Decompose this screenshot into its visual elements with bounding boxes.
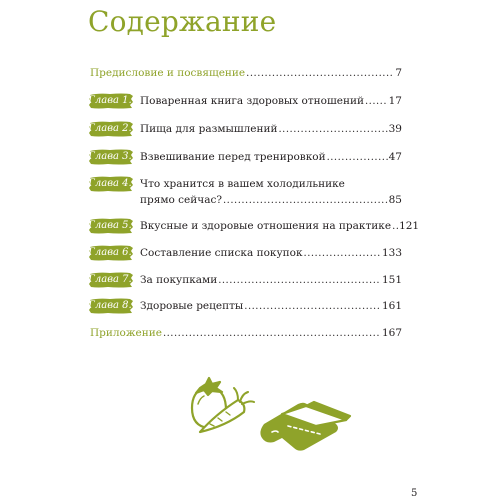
chapter-badge [88,244,134,262]
toc-entry-title-continued: прямо сейчас? [140,194,222,206]
toc-entry-page: 85 [388,194,402,206]
page-title: Содержание [88,5,277,38]
toc-entry-page: 161 [381,300,402,312]
chapter-badge [88,148,134,166]
toc-entry-title: Предисловие и посвящение [90,67,246,79]
chapter-badge-label: Глава 5. [88,220,132,231]
chapter-badge-label: Глава 3. [88,151,132,162]
toc-entry-page: 39 [388,123,402,135]
dot-leader [244,299,381,314]
toc-entry-page: 151 [381,274,402,286]
chapter-badge-label: Глава 7. [88,274,132,285]
toc-entry-page: 133 [381,247,402,259]
chapter-badge [88,92,134,110]
toc-entry-chapter-4[interactable] [88,177,402,211]
toc-entry-chapter-3[interactable] [88,150,402,166]
toc-entry-title: Составление списка покупок [140,247,303,259]
chapter-badge [88,217,134,235]
toc-entry-chapter-2[interactable] [88,122,402,138]
toc-entry-title: Что хранится в вашем холодильнике [140,178,345,190]
chapter-badge [88,175,134,193]
toc-entry-title: За покупками [140,274,218,286]
chapter-badge-label: Глава 4. [88,178,132,189]
toc-entry-title: Здоровые рецепты [140,300,244,312]
dot-leader [163,326,381,341]
dot-leader [218,273,381,288]
dot-leader [304,246,381,261]
dot-leader [327,150,388,165]
toc-entry-page: 47 [388,151,402,163]
toc-entry-appendix[interactable] [88,326,402,342]
chapter-badge-label: Глава 6. [88,247,132,258]
toc-entry-page: 167 [381,327,402,339]
toc-entry-title: Взвешивание перед тренировкой [140,151,326,163]
dot-leader [223,193,388,208]
toc-entry-page: 121 [399,220,420,232]
toc-entry-title: Приложение [90,327,162,339]
chapter-badge [88,271,134,289]
chapter-badge-label: Глава 2. [88,123,132,134]
dot-leader [392,219,398,234]
chapter-badge-label: Глава 8. [88,300,132,311]
chapter-badge [88,297,134,315]
toc-entry-preface[interactable] [88,66,402,82]
toc-entry-page: 7 [395,67,402,79]
toc-entry-page: 17 [388,95,402,107]
toc-entry-chapter-5[interactable] [88,219,420,235]
toc-entry-chapter-8[interactable] [88,299,402,315]
dot-leader [278,122,387,137]
page-number: 5 [411,488,418,499]
toc-entry-title: Поваренная книга здоровых отношений [140,95,364,107]
toc-entry-chapter-1[interactable] [88,94,402,110]
chapter-badge-label: Глава 1. [88,95,132,106]
toc-entry-chapter-7[interactable] [88,273,402,289]
vegetables-cutting-board-icon [186,374,352,456]
toc-entry-title: Вкусные и здоровые отношения на практике [140,220,392,232]
dot-leader [365,94,388,109]
toc-entry-chapter-6[interactable] [88,246,402,262]
dot-leader [246,66,394,81]
toc-entry-title: Пища для размышлений [140,123,278,135]
chapter-badge [88,120,134,138]
